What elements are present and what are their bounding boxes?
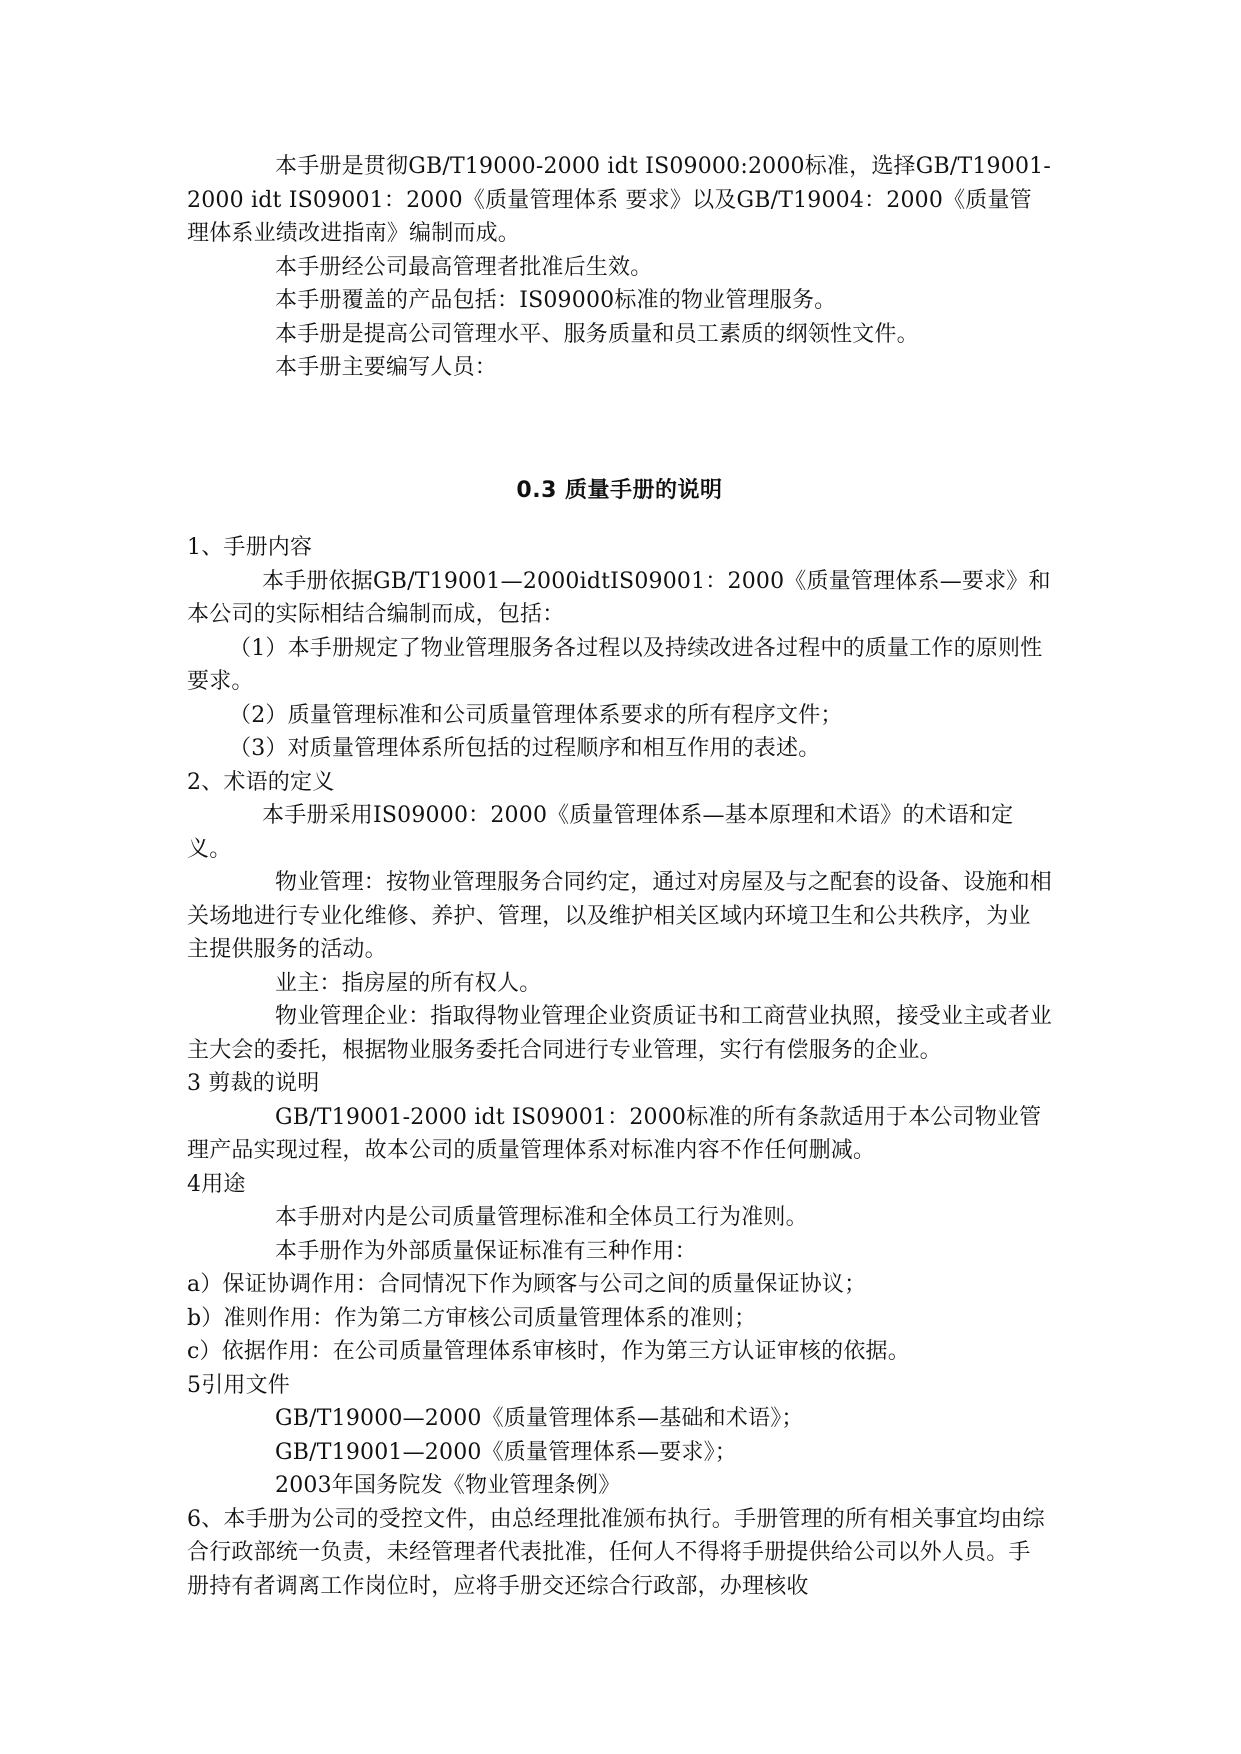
heading-manual-content: 1、手册内容 bbox=[187, 535, 313, 560]
heading-tailoring: 3 剪裁的说明 bbox=[187, 1071, 320, 1096]
heading-terms-definitions: 2、术语的定义 bbox=[187, 769, 335, 795]
intro-paragraph-standards: 本手册是贯彻GB/T19000-2000 idt IS09000:2000标准，选择GB/T19001-2000 idt IS09001：2000《质量管理体系 要求》以及GB/T19004：2000《质量管理体系业绩改进指南》编制而成。 bbox=[187, 154, 1051, 246]
reference-item-2: GB/T19001—2000《质量管理体系—要求》； bbox=[275, 1439, 738, 1465]
intro-paragraph-effective: 本手册经公司最高管理者批准后生效。 bbox=[275, 254, 653, 280]
reference-item-1: GB/T19000—2000《质量管理体系—基础和术语》； bbox=[275, 1406, 804, 1431]
list-item-process-sequence: （3）对质量管理体系所包括的过程顺序和相互作用的表述。 bbox=[229, 736, 821, 761]
paragraph-usage-internal: 本手册对内是公司质量管理标准和全体员工行为准则。 bbox=[275, 1205, 808, 1230]
definition-owner: 业主：指房屋的所有权人。 bbox=[275, 970, 542, 996]
definition-property-management: 物业管理：按物业管理服务合同约定，通过对房屋及与之配套的设备、设施和相关场地进行专业化维修、养护、管理，以及维护相关区域内环境卫生和公共秩序，为业主提供服务的活动。 bbox=[187, 870, 1053, 962]
intro-paragraph-scope: 本手册覆盖的产品包括：IS09000标准的物业管理服务。 bbox=[275, 288, 837, 313]
paragraph-tailoring: GB/T19001-2000 idt IS09001：2000标准的所有条款适用于本公司物业管理产品实现过程，故本公司的质量管理体系对标准内容不作任何删减。 bbox=[187, 1104, 1042, 1163]
usage-item-a: a）保证协调作用：合同情况下作为顾客与公司之间的质量保证协议； bbox=[187, 1272, 867, 1297]
reference-item-3: 2003年国务院发《物业管理条例》 bbox=[275, 1473, 621, 1498]
intro-paragraph-purpose: 本手册是提高公司管理水平、服务质量和员工素质的纲领性文件。 bbox=[275, 321, 919, 347]
paragraph-controlled-document: 6、本手册为公司的受控文件，由总经理批准颁布执行。手册管理的所有相关事宜均由综合行政部统一负责，未经管理者代表批准，任何人不得将手册提供给公司以外人员。手册持有者调离工作岗位时，应将手册交还综合行政部，办理核收 bbox=[187, 1506, 1045, 1599]
heading-usage: 4用途 bbox=[187, 1171, 246, 1197]
paragraph-manual-basis: 本手册依据GB/T19001—2000idtIS09001：2000《质量管理体系—要求》和本公司的实际相结合编制而成，包括： bbox=[187, 568, 1051, 627]
intro-section bbox=[187, 150, 1052, 385]
intro-paragraph-authors: 本手册主要编写人员： bbox=[275, 355, 498, 380]
list-item-principles: （1）本手册规定了物业管理服务各过程以及持续改进各过程中的质量工作的原则性要求。 bbox=[187, 635, 1043, 694]
definition-property-company: 物业管理企业：指取得物业管理企业资质证书和工商营业执照，接受业主或者业主大会的委托，根据物业服务委托合同进行专业管理，实行有偿服务的企业。 bbox=[187, 1004, 1053, 1063]
usage-item-b: b）准则作用：作为第二方审核公司质量管理体系的准则； bbox=[187, 1305, 757, 1331]
paragraph-usage-external: 本手册作为外部质量保证标准有三种作用： bbox=[275, 1238, 697, 1264]
section-title: 0.3 质量手册的说明 bbox=[516, 478, 723, 503]
heading-references: 5引用文件 bbox=[187, 1372, 290, 1398]
paragraph-terms-source: 本手册采用IS09000：2000《质量管理体系—基本原理和术语》的术语和定义。 bbox=[187, 803, 1014, 862]
list-item-procedures: （2）质量管理标准和公司质量管理体系要求的所有程序文件； bbox=[229, 702, 843, 728]
usage-item-c: c）依据作用：在公司质量管理体系审核时，作为第三方认证审核的依据。 bbox=[187, 1339, 910, 1364]
manual-description-body bbox=[187, 531, 1052, 1603]
